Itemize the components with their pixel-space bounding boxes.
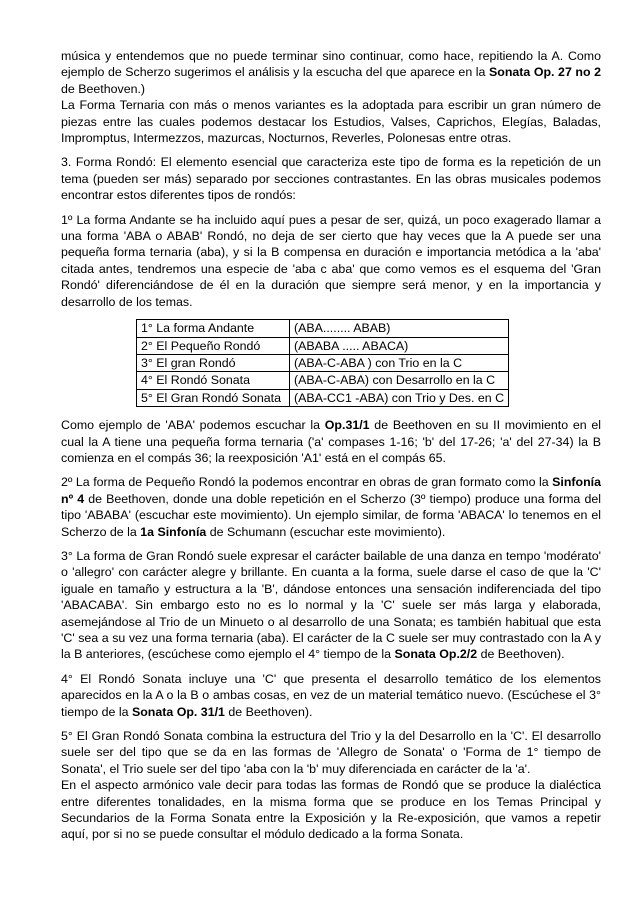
paragraph-gran-rondo-sonata: [61, 728, 601, 777]
table-cell-scheme: (ABA-C-ABA ) con Trio en la C: [290, 354, 509, 371]
table-row: [137, 354, 509, 371]
bold-reference: Op.31/1: [324, 418, 370, 433]
bold-reference: Sinfonía nº 4: [61, 475, 601, 506]
paragraph-gran-rondo: [61, 548, 601, 663]
paragraph-rondo-sonata: [61, 671, 601, 720]
bold-reference: Sonata Op.2/2: [394, 647, 478, 662]
text-run: 3° La forma de Gran Rondó suele expresar el carácter bailable de una danza en tempo 'modérato' o 'allegro' con carácter alegre y brillante. En cuanta a la forma, suele darse el caso de que la 'C' iguale en tamaño y estructura a la 'B', dándose entonces una sensación indiferenciada del tipo 'ABACABA'. Sin embargo esto no es lo normal y la 'C' suele ser más larga y elaborada, asemejándose al Trio de un Minueto o al desarrollo de una Sonata; es también habitual que esta 'C' sea a su vez una forma ternaria (aba). El carácter de la C suele ser muy contrastado con la A y la B anteriores, (escúchese como ejemplo el 4° tiempo de la: [61, 548, 601, 662]
table-cell-scheme: (ABA........ ABAB): [290, 320, 509, 337]
text-run: música y entendemos que no puede terminar sino continuar, como hace, repitiendo la A. Como ejemplo de Scherzo sugerimos el análisis y la escucha del que aparece en la: [61, 49, 601, 80]
text-run: Como ejemplo de 'ABA' podemos escuchar la: [61, 418, 325, 433]
text-run: de Beethoven.): [61, 81, 146, 96]
table-row: [137, 389, 509, 406]
text-run: 5° El Gran Rondó Sonata combina la estructura del Trio y la del Desarrollo en la 'C'. El desarrollo suele ser del tipo que se da en las formas de 'Allegro de Sonata' o 'Forma de 1° tiempo de Sonata', el Trio suele ser del tipo 'aba con la 'b' muy diferenciada en carácter de la 'a'.: [61, 729, 601, 776]
paragraph-ejemplo-aba: [61, 417, 601, 466]
paragraph-forma-rondo: [61, 154, 601, 203]
document-page: [61, 48, 601, 843]
text-run: de Schumann (escuchar este movimiento).: [206, 524, 446, 539]
paragraph-forma-andante: [61, 212, 601, 310]
text-run: 1º La forma Andante se ha incluido aquí pues a pesar de ser, quizá, un poco exagerado llamar a una forma 'ABA o ABAB' Rondó, no deja de ser cierto que hay veces que la A puede ser una pequeña forma ternaria (aba), y si la B compensa en duración e importancia metódica a la 'aba' citada antes, tendremos una especie de 'aba c aba' que como vemos es el esquema del 'Gran Rondó' diferenciándose de él en la duración que siempre será menor, y en la importancia y desarrollo de los temas.: [61, 212, 601, 309]
text-run: 3. Forma Rondó: El elemento esencial que caracteriza este tipo de forma es la repetición de un tema (pueden ser más) separado por secciones contrastantes. En las obras musicales podemos encontrar estos diferentes tipos de rondós:: [61, 155, 601, 203]
table-cell-type: 1° La forma Andante: [137, 320, 290, 337]
text-run: de Beethoven, donde una doble repetición en el Scherzo (3º tiempo) produce una forma del tipo 'ABABA' (escuchar este movimiento). Un ejemplo similar, de forma 'ABACA' lo tenemos en el Scherzo de la: [61, 491, 601, 539]
table-cell-scheme: (ABABA ..... ABACA): [290, 337, 509, 354]
paragraph-aspecto-armonico: [61, 777, 601, 843]
bold-reference: Sonata Op. 31/1: [131, 704, 225, 719]
table-cell-type: 4° El Rondó Sonata: [137, 372, 290, 389]
text-run: de Beethoven).: [477, 647, 565, 662]
text-run: 2º La forma de Pequeño Rondó la podemos encontrar en obras de gran formato como la: [61, 475, 553, 490]
table-cell-scheme: (ABA-CC1 -ABA) con Trio y Des. en C: [290, 389, 509, 406]
text-run: de Beethoven en su II movimiento en el cual la A tiene una pequeña forma ternaria ('a' compases 1-16; 'b' del 17-26; 'a' del 27-34) la B comienza en el compás 36; la reexposición 'A1' está en el compás 65.: [61, 418, 601, 465]
paragraph-pequeno-rondo: [61, 474, 601, 540]
table-cell-type: 3° El gran Rondó: [137, 354, 290, 371]
table-row: [137, 337, 509, 354]
bold-reference: 1a Sinfonía: [140, 524, 207, 539]
table-cell-scheme: (ABA-C-ABA) con Desarrollo en la C: [290, 372, 509, 389]
text-run: En el aspecto armónico vale decir para todas las formas de Rondó que se produce la dialéctica entre diferentes tonalidades, en la misma forma que se produce en los Temas Principal y Secundarios de la Forma Sonata entre la Exposición y la Re-exposición, que vamos a repetir aquí, por si no se puede consultar el módulo dedicado a la forma Sonata.: [61, 778, 601, 842]
table-cell-type: 5° El Gran Rondó Sonata: [137, 389, 290, 406]
table-row: [137, 372, 509, 389]
table-cell-type: 2° El Pequeño Rondó: [137, 337, 290, 354]
paragraph-intro: [61, 48, 601, 97]
paragraph-forma-ternaria: [61, 97, 601, 146]
text-run: de Beethoven).: [224, 704, 313, 719]
bold-reference: Sonata Op. 27 no 2: [488, 65, 601, 80]
text-run: La Forma Ternaria con más o menos variantes es la adoptada para escribir un gran número de piezas entre las cuales podemos destacar los Estudios, Valses, Caprichos, Elegías, Baladas, Impromptus, Intermezzos, mazurcas, Nocturnos, Reverles, Polonesas entre otras.: [61, 98, 601, 146]
text-run: 4° El Rondó Sonata incluye una 'C' que presenta el desarrollo temático de los elementos aparecidos en la A o la B o ambas cosas, en vez de un material temático nuevo. (Escúchese el 3° tiempo de la: [61, 671, 601, 719]
table-row: [137, 320, 509, 337]
rondo-types-table: [136, 319, 509, 407]
